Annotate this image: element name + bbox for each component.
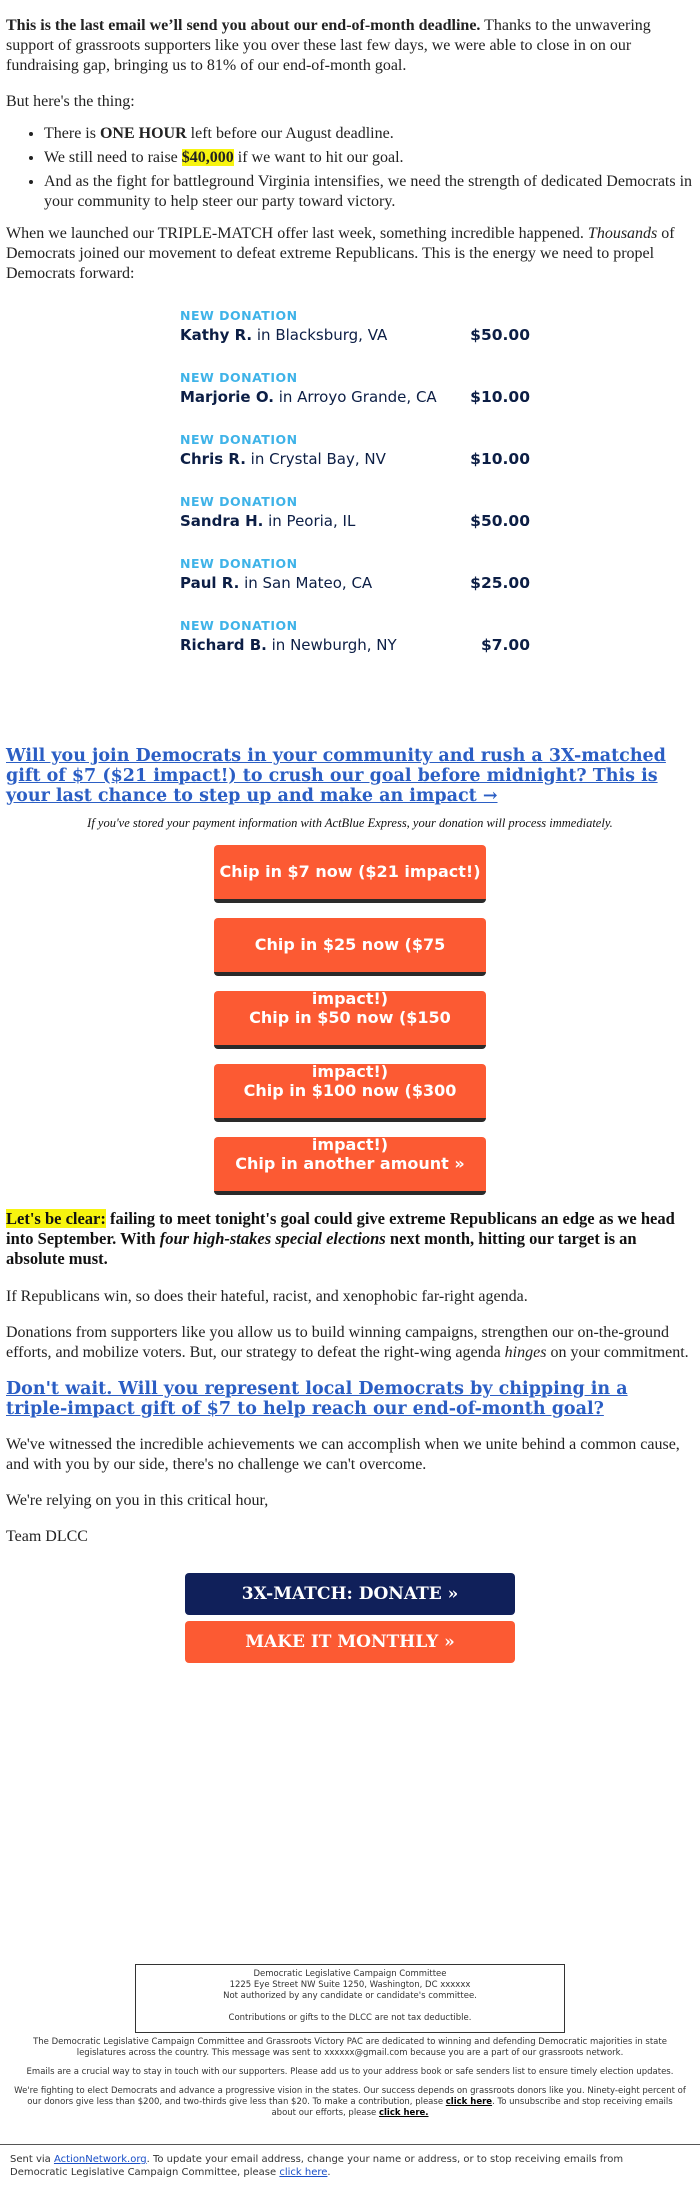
donate-ask-link[interactable]: Will you join Democrats in your community and rush a 3X-matched gift of $7 ($21 impact!) to crush our goal before midnight? This is your last chance to step up and make an impact →	[6, 746, 666, 806]
donor-name: Sandra H. in Peoria, IL	[180, 512, 356, 530]
donation-amount: $50.00	[470, 326, 530, 344]
chip-in-25-button[interactable]: Chip in $25 now ($75	[214, 918, 486, 976]
footer-divider	[0, 2144, 700, 2145]
chip-in-7-button[interactable]: Chip in $7 now ($21 impact!)	[214, 845, 486, 903]
update-preferences-link[interactable]: click here	[279, 2167, 328, 2178]
donation-tag: NEW DONATION	[180, 432, 298, 447]
donations-paragraph: Donations from supporters like you allow us to build winning campaigns, strengthen our on-the-ground efforts, and mobilize voters. But, our strategy to defeat the right-wing agenda hinges on your commitment.	[6, 1324, 689, 1361]
donor-name: Paul R. in San Mateo, CA	[180, 574, 373, 592]
org-disclaimer: Not authorized by any candidate or candidate's committee.	[223, 1991, 477, 2001]
donor-name: Marjorie O. in Arroyo Grande, CA	[180, 388, 437, 406]
bullet-hour: • There is ONE HOUR left before our August deadline.	[44, 124, 694, 144]
bullet-amount: • We still need to raise $40,000 if we want to hit our goal.	[44, 148, 694, 168]
donation-amount: $7.00	[480, 636, 530, 654]
triple-match-donate-button[interactable]: 3X-MATCH: DONATE »	[185, 1573, 515, 1615]
deadline-bullets	[6, 124, 694, 212]
donor-name: Richard B. in Newburgh, NY	[180, 636, 397, 654]
dont-wait-link[interactable]: Don't wait. Will you represent local Democrats by chipping in a triple-impact gift of $7 to help reach our end-of-month goal?	[6, 1379, 628, 1419]
donation-row	[180, 618, 530, 680]
tax-disclaimer: Contributions or gifts to the DLCC are not tax deductible.	[228, 2013, 472, 2023]
donation-amount: $50.00	[470, 512, 530, 530]
donation-row	[180, 494, 530, 556]
donation-amount: $10.00	[470, 388, 530, 406]
signoff: Team DLCC	[6, 1528, 88, 1545]
chip-in-50-button[interactable]: Chip in $50 now ($150	[214, 991, 486, 1049]
donation-feed	[180, 308, 530, 680]
make-it-monthly-button[interactable]: MAKE IT MONTHLY »	[185, 1621, 515, 1663]
donation-row	[180, 308, 530, 370]
contribute-link[interactable]: click here	[445, 2097, 493, 2107]
relying-paragraph: We're relying on you in this critical hour,	[6, 1492, 269, 1509]
donation-tag: NEW DONATION	[180, 370, 298, 385]
intro-paragraph	[6, 16, 694, 76]
lets-be-clear-highlight: Let's be clear:	[6, 1209, 106, 1228]
chip-in-other-button[interactable]: Chip in another amount »	[214, 1137, 486, 1195]
triple-match-paragraph: When we launched our TRIPLE-MATCH offer last week, something incredible happened. Thousands of Democrats joined our movement to defeat extreme Republicans. This is the energy we need to propel Democrats forward:	[6, 225, 675, 282]
donation-tag: NEW DONATION	[180, 308, 298, 323]
chip-in-buttons	[6, 845, 694, 1195]
highlighted-amount: $40,000	[181, 149, 234, 166]
heres-the-thing: But here's the thing:	[6, 93, 135, 110]
chip-in-100-button[interactable]: Chip in $100 now ($300	[214, 1064, 486, 1122]
donation-row	[180, 432, 530, 494]
fighting-paragraph: We're fighting to elect Democrats and advance a progressive vision in the states. Our success depends on grassroots donors like you. Ninety-eight percent of our donors give less than $200, and two-thirds give less than $20. To make a contribution, please click here. To unsubscribe and stop receiving emails about our efforts, please click here.	[14, 2086, 686, 2118]
lets-be-clear-paragraph: Let's be clear: failing to meet tonight's goal could give extreme Republicans an edge as we head into September. With four high-stakes special elections next month, hitting our target is an absolute must.	[6, 1209, 675, 1268]
donation-row	[180, 370, 530, 432]
donation-tag: NEW DONATION	[180, 618, 298, 633]
donation-tag: NEW DONATION	[180, 494, 298, 509]
donor-name: Chris R. in Crystal Bay, NV	[180, 450, 386, 468]
org-address: 1225 Eye Street NW Suite 1250, Washington, DC xxxxxx	[229, 1980, 471, 1990]
bullet-virginia: • And as the fight for battleground Virginia intensifies, we need the strength of dedicated Democrats in your community to help steer our party toward victory.	[44, 172, 694, 212]
organization-address-box	[135, 1964, 565, 2033]
sent-via-footer: Sent via ActionNetwork.org. To update your email address, change your name or address, or to stop receiving emails from Democratic Legislative Campaign Committee, please click here.	[10, 2154, 624, 2178]
donation-tag: NEW DONATION	[180, 556, 298, 571]
unsubscribe-link[interactable]: click here.	[378, 2108, 429, 2118]
intro-lead: This is the last email we’ll send you about our end-of-month deadline.	[6, 17, 481, 34]
safe-senders-note: Emails are a crucial way to stay in touch with our supporters. Please add us to your address book or safe senders list to ensure timely election updates.	[26, 2067, 674, 2077]
dedicated-disclaimer: The Democratic Legislative Campaign Committee and Grassroots Victory PAC are dedicated to winning and defending Democratic majorities in state legislatures across the country. This message was sent to xxxxxx@gmail.com because you are a part of our grassroots network.	[33, 2037, 667, 2058]
donor-name: Kathy R. in Blacksburg, VA	[180, 326, 388, 344]
donation-amount: $10.00	[470, 450, 530, 468]
actblue-express-note: If you've stored your payment information with ActBlue Express, your donation will process immediately.	[87, 816, 613, 830]
republicans-paragraph: If Republicans win, so does their hateful, racist, and xenophobic far-right agenda.	[6, 1288, 528, 1305]
org-name: Democratic Legislative Campaign Committee	[253, 1969, 447, 1979]
donation-amount: $25.00	[470, 574, 530, 592]
actionnetwork-link[interactable]: ActionNetwork.org	[53, 2154, 147, 2165]
donation-row	[180, 556, 530, 618]
intro-lead-rest: Thanks to the unwavering support of grassroots supporters like you over these last few days, we were able to close in on our fundraising gap, bringing us to 81% of our end-of-month goal.	[6, 17, 651, 74]
witnessed-paragraph: We've witnessed the incredible achievements we can accomplish when we unite behind a common cause, and with you by our side, there's no challenge we can't overcome.	[6, 1436, 680, 1473]
